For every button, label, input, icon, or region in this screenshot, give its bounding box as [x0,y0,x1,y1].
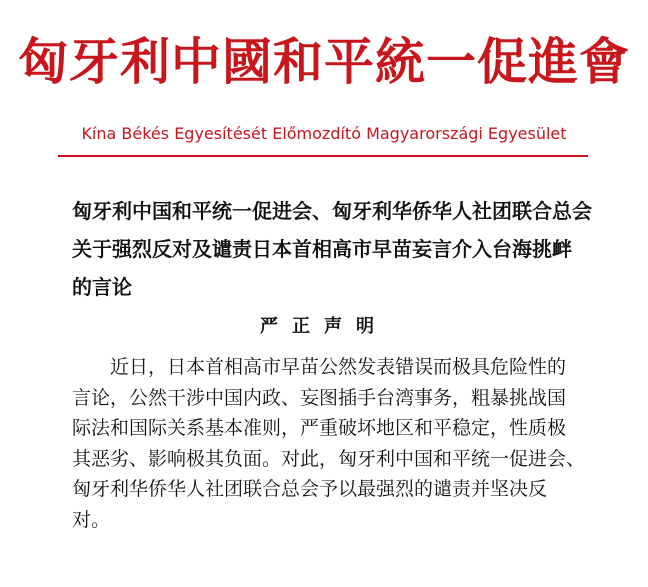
statement-body [72,352,596,535]
body-line: 匈牙利华侨华人社团联合总会予以最强烈的谴责并坚决反 [72,478,548,500]
document-title-line: 关于强烈反对及谴责日本首相高市早苗妄言介入台海挑衅 [72,237,572,261]
body-line: 言论，公然干涉中国内政、妄图插手台湾事务，粗暴挑战国 [72,386,567,409]
document-title-line: 匈牙利中国和平统一促进会、匈牙利华侨华人社团联合总会 [72,199,592,223]
statement-heading: 严正声明 [260,316,388,337]
body-line: 际法和国际关系基本准则，严重破坏地区和平稳定，性质极 [72,417,567,439]
document-title-line: 的言论 [72,275,132,299]
body-line: 其恶劣、影响极其负面。对此，匈牙利中国和平统一促进会、 [72,447,586,470]
letterhead-divider [58,155,588,157]
body-line: 近日，日本首相高市早苗公然发表错误而极具危险性的 [110,356,567,378]
letterhead-hungarian-name: Kína Békés Egyesítését Előmozdító Magyarországi Egyesület [81,124,567,143]
body-line: 对。 [72,508,111,531]
letterhead-chinese-name: 匈牙利中國和平統一促進會 [18,32,630,91]
document-title [72,192,592,306]
